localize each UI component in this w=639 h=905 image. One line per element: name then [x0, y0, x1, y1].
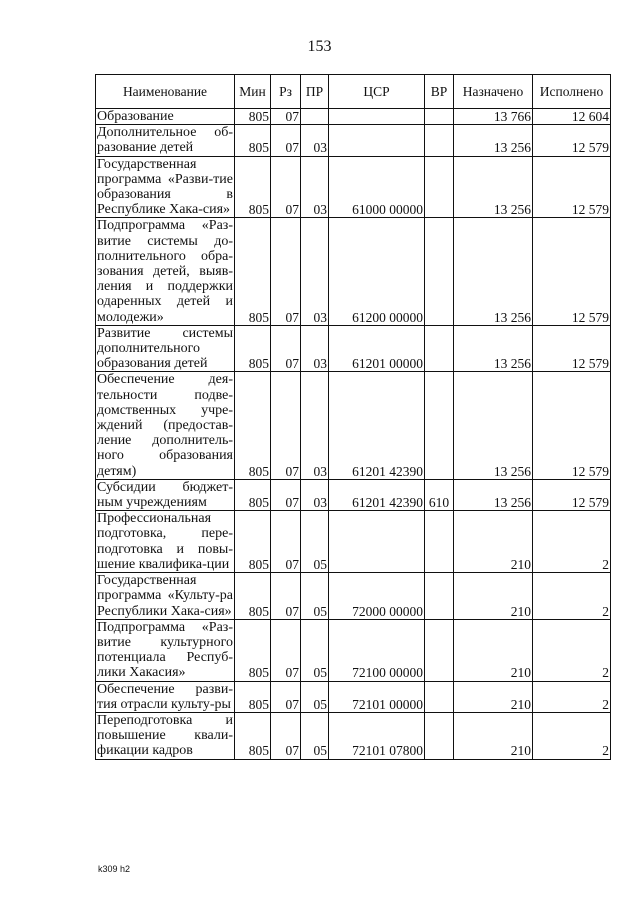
cell-csr: [329, 125, 425, 156]
cell-assigned: 210: [454, 712, 533, 759]
cell-csr: 61000 00000: [329, 156, 425, 218]
cell-rz: 07: [271, 218, 301, 325]
cell-csr: [329, 109, 425, 125]
table-row: [96, 479, 611, 510]
cell-rz: 07: [271, 573, 301, 620]
cell-csr: 61201 42390: [329, 479, 425, 510]
cell-pr: 03: [301, 218, 329, 325]
cell-min: 805: [235, 125, 271, 156]
cell-rz: 07: [271, 125, 301, 156]
header-assigned: Назначено: [454, 75, 533, 109]
cell-name: Подпрограмма «Раз-витие системы до-полнительного обра-зования детей, выяв-ления и поддержки одаренных детей и молодежи»: [97, 218, 233, 325]
cell-rz: 07: [271, 372, 301, 479]
cell-pr: 03: [301, 156, 329, 218]
cell-executed: 2: [533, 712, 611, 759]
cell-assigned: 13 256: [454, 156, 533, 218]
table-row: [96, 125, 611, 156]
cell-rz: 07: [271, 619, 301, 681]
cell-assigned: 13 256: [454, 479, 533, 510]
cell-rz: 07: [271, 156, 301, 218]
table-row: [96, 156, 611, 218]
cell-name: Дополнительное об-разование детей: [97, 125, 233, 156]
cell-csr: 61201 00000: [329, 325, 425, 372]
cell-assigned: 210: [454, 573, 533, 620]
cell-assigned: 210: [454, 681, 533, 712]
cell-csr: [329, 511, 425, 573]
cell-rz: 07: [271, 109, 301, 125]
cell-executed: 2: [533, 573, 611, 620]
cell-csr: 61201 42390: [329, 372, 425, 479]
cell-name: Развитие системы дополнительного образования детей: [97, 325, 233, 372]
cell-executed: 12 579: [533, 479, 611, 510]
table-body: [96, 109, 611, 760]
table-row: [96, 712, 611, 759]
cell-rz: 07: [271, 712, 301, 759]
cell-min: 805: [235, 218, 271, 325]
cell-pr: 05: [301, 681, 329, 712]
cell-pr: 03: [301, 325, 329, 372]
table-row: [96, 109, 611, 125]
cell-name: Обеспечение разви-тия отрасли культу-ры: [97, 681, 233, 712]
cell-executed: 12 579: [533, 218, 611, 325]
cell-csr: 61200 00000: [329, 218, 425, 325]
cell-executed: 12 579: [533, 325, 611, 372]
header-rz: Рз: [271, 75, 301, 109]
cell-pr: 03: [301, 125, 329, 156]
cell-vr: [425, 218, 454, 325]
budget-table: [95, 74, 611, 760]
cell-executed: 12 579: [533, 156, 611, 218]
cell-name: Образование: [96, 109, 235, 125]
table-row: [96, 681, 611, 712]
cell-csr: 72100 00000: [329, 619, 425, 681]
cell-vr: [425, 109, 454, 125]
cell-name: Профессиональная подготовка, пере-подготовка и повы-шение квалифика-ции: [97, 511, 233, 572]
table-row: [96, 218, 611, 325]
cell-min: 805: [235, 573, 271, 620]
table-row: [96, 511, 611, 573]
table-row: [96, 619, 611, 681]
cell-vr: [425, 156, 454, 218]
header-name: Наименование: [96, 75, 235, 109]
cell-vr: [425, 712, 454, 759]
cell-pr: 05: [301, 573, 329, 620]
cell-executed: 12 579: [533, 125, 611, 156]
cell-assigned: 13 256: [454, 372, 533, 479]
cell-pr: 05: [301, 619, 329, 681]
cell-executed: 12 604: [533, 109, 611, 125]
cell-pr: 05: [301, 712, 329, 759]
cell-rz: 07: [271, 479, 301, 510]
cell-assigned: 210: [454, 511, 533, 573]
cell-min: 805: [235, 681, 271, 712]
cell-name: Переподготовка и повышение квали-фикации кадров: [97, 712, 233, 759]
cell-executed: 2: [533, 619, 611, 681]
footer-code: k309 h2: [98, 864, 131, 874]
cell-name: Государственная программа «Культу-ра Республики Хака-сия»: [97, 573, 233, 619]
cell-assigned: 13 766: [454, 109, 533, 125]
cell-rz: 07: [271, 511, 301, 573]
cell-min: 805: [235, 712, 271, 759]
cell-csr: 72000 00000: [329, 573, 425, 620]
cell-vr: 610: [425, 479, 454, 510]
cell-min: 805: [235, 109, 271, 125]
cell-pr: 03: [301, 372, 329, 479]
cell-assigned: 13 256: [454, 325, 533, 372]
cell-name: Государственная программа «Разви-тие образования в Республике Хака-сия»: [97, 156, 233, 218]
table-row: [96, 573, 611, 620]
cell-csr: 72101 07800: [329, 712, 425, 759]
cell-name: Субсидии бюджет-ным учреждениям: [97, 479, 233, 511]
cell-vr: [425, 372, 454, 479]
cell-name: Подпрограмма «Раз-витие культурного потенциала Респуб-лики Хакасия»: [97, 619, 233, 681]
table-header-row: [96, 75, 611, 109]
cell-vr: [425, 681, 454, 712]
header-executed: Исполнено: [533, 75, 611, 109]
table-row: [96, 372, 611, 479]
header-csr: ЦСР: [329, 75, 425, 109]
cell-name: Обеспечение дея-тельности подве-домственных учре-ждений (предостав-ление дополнитель-ного образования детям): [97, 372, 233, 479]
cell-rz: 07: [271, 681, 301, 712]
cell-min: 805: [235, 479, 271, 510]
cell-vr: [425, 325, 454, 372]
cell-rz: 07: [271, 325, 301, 372]
cell-assigned: 13 256: [454, 125, 533, 156]
cell-vr: [425, 573, 454, 620]
cell-min: 805: [235, 619, 271, 681]
cell-csr: 72101 00000: [329, 681, 425, 712]
cell-executed: 2: [533, 681, 611, 712]
cell-pr: 05: [301, 511, 329, 573]
table-row: [96, 325, 611, 372]
cell-assigned: 210: [454, 619, 533, 681]
cell-executed: 12 579: [533, 372, 611, 479]
cell-min: 805: [235, 372, 271, 479]
cell-executed: 2: [533, 511, 611, 573]
cell-vr: [425, 619, 454, 681]
header-vr: ВР: [425, 75, 454, 109]
cell-min: 805: [235, 156, 271, 218]
cell-min: 805: [235, 325, 271, 372]
cell-min: 805: [235, 511, 271, 573]
page-number: 153: [307, 38, 332, 55]
header-min: Мин: [235, 75, 271, 109]
cell-assigned: 13 256: [454, 218, 533, 325]
cell-vr: [425, 125, 454, 156]
cell-vr: [425, 511, 454, 573]
cell-pr: 03: [301, 479, 329, 510]
header-pr: ПР: [301, 75, 329, 109]
cell-pr: [301, 109, 329, 125]
